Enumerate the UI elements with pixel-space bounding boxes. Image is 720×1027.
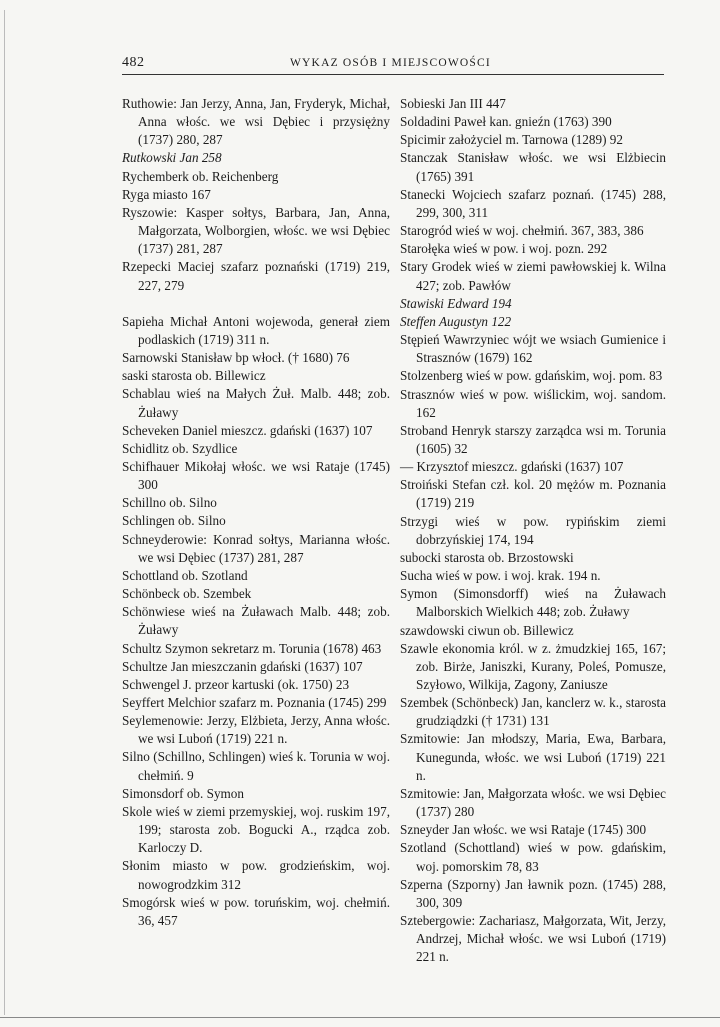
index-entry: Szneyder Jan włośc. we wsi Rataje (1745) 300 [400,822,647,838]
index-entry: Scheveken Daniel mieszcz. gdański (1637) 107 [122,422,373,438]
index-entry: Stanczak Stanisław włośc. we wsi Elżbiecin (1765) 391 [400,150,666,184]
index-entry: Schneyderowie: Konrad sołtys, Marianna włośc. we wsi Dębiec (1737) 281, 287 [122,531,390,565]
index-entry: Smogórsk wieś w pow. toruńskim, woj. chełmiń. 36, 457 [122,894,390,928]
index-entry: Skole wieś w ziemi przemyskiej, woj. ruskim 197, 199; starosta zob. Bogucki A., rządca zob. Karloczy D. [122,803,390,856]
index-entry: Rychemberk ob. Reichenberg [122,168,279,184]
index-entry: Sapieha Michał Antoni wojewoda, generał ziem podlaskich (1719) 311 n. [122,313,390,347]
index-entry: Sobieski Jan III 447 [400,96,506,111]
index-entry: Silno (Schillno, Schlingen) wieś k. Torunia w woj. chełmiń. 9 [122,749,390,783]
index-entry: Symon (Simonsdorff) wieś na Żuławach Malborskich Wielkich 448; zob. Żuławy [400,586,666,620]
index-entry: Szmitowie: Jan młodszy, Maria, Ewa, Barbara, Kunegunda, włośc. we wsi Luboń (1719) 221 n. [400,731,666,783]
index-entry: Stary Grodek wieś w ziemi pawłowskiej k. Wilna 427; zob. Pawłów [400,259,666,293]
index-entry: Stroiński Stefan czł. kol. 20 mężów m. Poznania (1719) 219 [400,477,666,511]
index-entry: Stawiski Edward 194 [400,295,512,311]
index-entry: Simonsdorf ob. Symon [122,785,244,801]
index-entry: Schönbeck ob. Szembek [122,586,252,602]
index-entry: Seylemenowie: Jerzy, Elżbieta, Jerzy, Anna włośc. we wsi Luboń (1719) 221 n. [122,713,390,747]
index-entry: Ryga miasto 167 [122,186,211,202]
index-entry: Schultze Jan mieszczanin gdański (1637) 107 [122,658,363,674]
index-entry: Słonim miasto w pow. grodzieńskim, woj. nowogrodzkim 312 [122,858,390,892]
index-entry: Strzygi wieś w pow. rypińskim ziemi dobrzyńskiej 174, 194 [400,513,666,547]
index-entry: Spicimir założyciel m. Tarnowa (1289) 92 [400,132,623,148]
index-entry: Sztebergowie: Zachariasz, Małgorzata, Wit, Jerzy, Andrzej, Michał włośc. we wsi Luboń (1719) 221 n. [400,913,666,965]
index-entry: Stroband Henryk starszy zarządca wsi m. Torunia (1605) 32 [400,422,666,456]
index-entry: Starogród wieś w woj. chełmiń. 367, 383, 386 [400,223,644,239]
index-entry: Schönwiese wieś na Żuławach Malb. 448; zob. Żuławy [122,604,390,638]
index-entry: Starołęka wieś w pow. i woj. pozn. 292 [400,241,608,257]
index-entry: Ruthowie: Jan Jerzy, Anna, Jan, Fryderyk, Michał, Anna włośc. we wsi Dębiec i przysiężny (1737) 280, 287 [122,96,390,148]
index-column-left [122,95,390,930]
index-entry: subocki starosta ob. Brzostowski [400,549,574,565]
index-entry: Stolzenberg wieś w pow. gdańskim, woj. pom. 83 [400,368,663,384]
index-entry: Schottland ob. Szotland [122,567,248,583]
index-entry: saski starosta ob. Billewicz [122,368,266,384]
index-entry: Stanecki Wojciech szafarz poznań. (1745) 288, 299, 300, 311 [400,186,666,220]
index-entry: Sucha wieś w pow. i woj. krak. 194 n. [400,568,601,584]
index-entry: szawdowski ciwun ob. Billewicz [400,622,574,638]
index-entry: Schlingen ob. Silno [122,513,226,529]
index-entry: Ryszowie: Kasper sołtys, Barbara, Jan, Anna, Małgorzata, Wolborgien, włośc. we wsi Dębiec (1737) 281, 287 [122,204,390,257]
index-entry: Seyffert Melchior szafarz m. Poznania (1745) 299 [122,695,387,710]
index-entry: Stępień Wawrzyniec wójt we wsiach Gumienice i Strasznów (1679) 162 [400,332,666,366]
running-title: WYKAZ OSÓB I MIEJSCOWOŚCI [290,57,491,69]
index-entry: Soldadini Paweł kan. gnieźn (1763) 390 [400,114,612,130]
index-entry: Schillno ob. Silno [122,495,217,511]
index-entry: Szembek (Schönbeck) Jan, kanclerz w. k., starosta grudziądzki († 1731) 131 [400,695,666,729]
index-entry: Szperna (Szporny) Jan ławnik pozn. (1745) 288, 300, 309 [400,876,666,910]
index-entry: Steffen Augustyn 122 [400,313,512,329]
index-entry: Strasznów wieś w pow. wiślickim, woj. sandom. 162 [400,386,666,420]
index-entry: Schidlitz ob. Szydlice [122,440,238,456]
index-entry: Szawle ekonomia król. w z. żmudzkiej 165, 167; zob. Birże, Janiszki, Kurany, Poleś, Pomusze, Szyłowo, Wilkija, Zagony, Zaniusze [400,640,666,692]
index-entry: Schablau wieś na Małych Żuł. Malb. 448; zob. Żuławy [122,386,390,420]
bottom-edge-rule [0,1017,720,1018]
index-entry: Szmitowie: Jan, Małgorzata włośc. we wsi Dębiec (1737) 280 [400,785,666,820]
header-rule [122,74,664,75]
index-entry: Schultz Szymon sekretarz m. Torunia (1678) 463 [122,640,382,656]
index-entry: Schwengel J. przeor kartuski (ok. 1750) 23 [122,676,350,692]
left-margin-rule [4,10,5,1015]
index-entry: Schifhauer Mikołaj włośc. we wsi Rataje (1745) 300 [122,458,390,493]
index-entry: Rutkowski Jan 258 [122,150,222,166]
index-entry: Szotland (Schottland) wieś w pow. gdańskim, woj. pomorskim 78, 83 [400,840,666,874]
page-number: 482 [122,55,145,70]
index-entry: — Krzysztof mieszcz. gdański (1637) 107 [400,459,624,475]
index-column-right [400,95,666,967]
index-entry: Sarnowski Stanisław bp włocł. († 1680) 76 [122,350,350,366]
index-entry: Rzepecki Maciej szafarz poznański (1719) 219, 227, 279 [122,259,390,293]
